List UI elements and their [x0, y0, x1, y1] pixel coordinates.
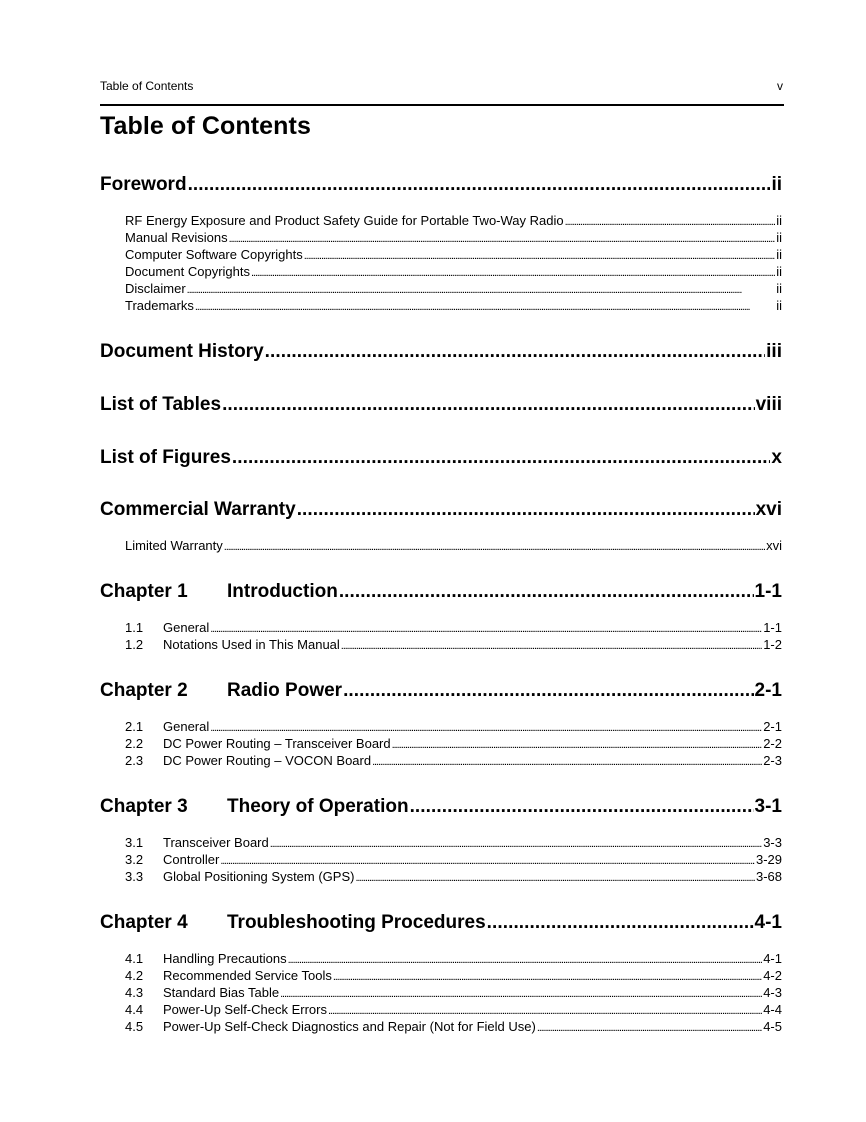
chapter-label: Chapter 3 [100, 796, 188, 817]
toc-subentry-title: RF Energy Exposure and Product Safety Guide for Portable Two-Way Radio [125, 213, 564, 228]
toc-subentry-title: General [163, 719, 210, 734]
dot-leader [355, 869, 755, 884]
dot-leader [222, 394, 755, 416]
toc-entry-page: ii [771, 174, 782, 195]
section-number: 1.2 [125, 637, 144, 652]
dot-leader [195, 298, 775, 313]
dot-leader [265, 341, 766, 363]
toc-entry-title: Introduction [227, 581, 338, 602]
toc-entry-document-history[interactable] [100, 341, 782, 365]
toc-subentry-title: Limited Warranty [125, 538, 223, 553]
toc-entry-list-of-tables[interactable] [100, 394, 782, 418]
toc-subentry[interactable] [125, 620, 782, 637]
toc-subentry-title: Handling Precautions [163, 951, 287, 966]
section-number: 3.2 [125, 852, 144, 867]
section-number: 4.4 [125, 1002, 144, 1017]
dot-leader [270, 835, 762, 850]
toc-entry-title: List of Tables [100, 394, 222, 415]
toc-subentry-page: 4-1 [763, 951, 782, 966]
toc-subentry[interactable] [125, 719, 782, 736]
toc-subentry[interactable] [125, 753, 782, 770]
toc-entry-page: 4-1 [754, 912, 782, 933]
toc-entry-chapter-3[interactable] [100, 796, 782, 820]
dot-leader [229, 230, 776, 245]
dot-leader [487, 912, 754, 934]
dot-leader [341, 637, 762, 652]
toc-subentry-page: 1-2 [763, 637, 782, 652]
section-number: 3.1 [125, 835, 144, 850]
toc-subentry[interactable] [125, 637, 782, 654]
toc-subentry-title: Power-Up Self-Check Diagnostics and Repair (Not for Field Use) [163, 1019, 536, 1034]
toc-subentry-page: ii [776, 281, 782, 296]
dot-leader [537, 1019, 762, 1034]
dot-leader [220, 852, 755, 867]
toc-subentry-page: 1-1 [763, 620, 782, 635]
running-header-page-number: v [777, 79, 783, 93]
toc-subentry[interactable] [125, 281, 782, 298]
toc-entry-title: Troubleshooting Procedures [227, 912, 486, 933]
toc-subentry[interactable] [125, 1019, 782, 1036]
toc-subentry-page: 2-2 [763, 736, 782, 751]
dot-leader [333, 968, 762, 983]
toc-subentry[interactable] [125, 835, 782, 852]
toc-entry-title: Document History [100, 341, 264, 362]
page-title: Table of Contents [100, 112, 311, 140]
toc-entry-page: 1-1 [754, 581, 782, 602]
toc-subentry[interactable] [125, 852, 782, 869]
toc-subentry-title: Manual Revisions [125, 230, 228, 245]
toc-subentry-page: ii [776, 298, 782, 313]
dot-leader [188, 174, 771, 196]
toc-subentry-page: 3-68 [755, 869, 782, 884]
dot-leader [304, 247, 775, 262]
toc-subentry-title: Standard Bias Table [163, 985, 280, 1000]
toc-subentry-title: General [163, 620, 210, 635]
toc-subentry-page: 4-5 [763, 1019, 782, 1034]
toc-entry-page: x [771, 447, 782, 468]
dot-leader [232, 447, 771, 469]
dot-leader [343, 680, 753, 702]
section-number: 4.5 [125, 1019, 144, 1034]
toc-entry-page: iii [766, 341, 782, 362]
toc-subentry[interactable] [125, 968, 782, 985]
toc-subentry-title: Notations Used in This Manual [163, 637, 340, 652]
toc-subentry-page: xvi [766, 538, 782, 553]
toc-subentry-title: Power-Up Self-Check Errors [163, 1002, 327, 1017]
toc-entry-title: List of Figures [100, 447, 231, 468]
toc-subentry[interactable] [125, 298, 782, 315]
toc-subentry-page: ii [776, 213, 782, 228]
section-number: 4.1 [125, 951, 144, 966]
toc-subentry-title: Disclaimer [125, 281, 186, 296]
dot-leader [392, 736, 763, 751]
toc-subentry-page: 4-2 [763, 968, 782, 983]
toc-entry-title: Theory of Operation [227, 796, 409, 817]
dot-leader [328, 1002, 762, 1017]
toc-subentry[interactable] [125, 1002, 782, 1019]
dot-leader [210, 620, 762, 635]
toc-subentry[interactable] [125, 213, 782, 230]
toc-subentry-page: 4-3 [763, 985, 782, 1000]
dot-leader [565, 213, 776, 228]
dot-leader [410, 796, 754, 818]
dot-leader [372, 753, 762, 768]
section-number: 3.3 [125, 869, 144, 884]
toc-subentry-title: DC Power Routing – Transceiver Board [163, 736, 391, 751]
toc-subentry[interactable] [125, 264, 782, 281]
toc-subentry-page: 2-1 [763, 719, 782, 734]
toc-entry-chapter-4[interactable] [100, 912, 782, 936]
dot-leader [288, 951, 763, 966]
header-rule [100, 104, 784, 106]
toc-subentry[interactable] [125, 985, 782, 1002]
dot-leader [251, 264, 775, 279]
toc-entry-title: Commercial Warranty [100, 499, 296, 520]
running-header [100, 79, 783, 95]
toc-subentry-page: 3-3 [763, 835, 782, 850]
toc-subentry-page: ii [776, 230, 782, 245]
toc-subentry-title: DC Power Routing – VOCON Board [163, 753, 372, 768]
toc-entry-commercial-warranty[interactable] [100, 499, 782, 523]
toc-subentry-title: Trademarks [125, 298, 194, 313]
toc-entry-page: 3-1 [754, 796, 782, 817]
dot-leader [187, 281, 776, 296]
section-number: 2.2 [125, 736, 144, 751]
toc-subentry-title: Computer Software Copyrights [125, 247, 303, 262]
section-number: 4.3 [125, 985, 144, 1000]
toc-subentry[interactable] [125, 247, 782, 264]
section-number: 2.3 [125, 753, 144, 768]
dot-leader [297, 499, 755, 521]
section-number: 2.1 [125, 719, 144, 734]
toc-entry-page: 2-1 [754, 680, 782, 701]
toc-subentry[interactable] [125, 951, 782, 968]
toc-entry-title: Radio Power [227, 680, 343, 701]
toc-subentry[interactable] [125, 736, 782, 753]
toc-subentry-page: 2-3 [763, 753, 782, 768]
chapter-label: Chapter 4 [100, 912, 188, 933]
toc-subentry-title: Transceiver Board [163, 835, 269, 850]
toc-entry-list-of-figures[interactable] [100, 447, 782, 471]
dot-leader [280, 985, 762, 1000]
section-number: 4.2 [125, 968, 144, 983]
toc-subentry-title: Global Positioning System (GPS) [163, 869, 355, 884]
toc-entry-foreword[interactable] [100, 174, 782, 198]
dot-leader [339, 581, 754, 603]
toc-subentry-page: ii [776, 247, 782, 262]
toc-subentry[interactable] [125, 869, 782, 886]
toc-entry-chapter-1[interactable] [100, 581, 782, 605]
section-number: 1.1 [125, 620, 144, 635]
toc-subentry-page: 4-4 [763, 1002, 782, 1017]
toc-entry-page: viii [755, 394, 782, 415]
running-header-section: Table of Contents [100, 79, 194, 93]
toc-subentry-page: 3-29 [755, 852, 782, 867]
toc-subentry-title: Recommended Service Tools [163, 968, 332, 983]
toc-subentry-title: Document Copyrights [125, 264, 250, 279]
toc-subentry[interactable] [125, 230, 782, 247]
toc-entry-title: Foreword [100, 174, 187, 195]
toc-subentry-page: ii [776, 264, 782, 279]
toc-subentry-title: Controller [163, 852, 220, 867]
toc-entry-page: xvi [755, 499, 782, 520]
dot-leader [210, 719, 762, 734]
dot-leader [224, 538, 765, 553]
chapter-label: Chapter 1 [100, 581, 188, 602]
toc-entry-chapter-2[interactable] [100, 680, 782, 704]
chapter-label: Chapter 2 [100, 680, 188, 701]
toc-subentry[interactable] [125, 538, 782, 555]
